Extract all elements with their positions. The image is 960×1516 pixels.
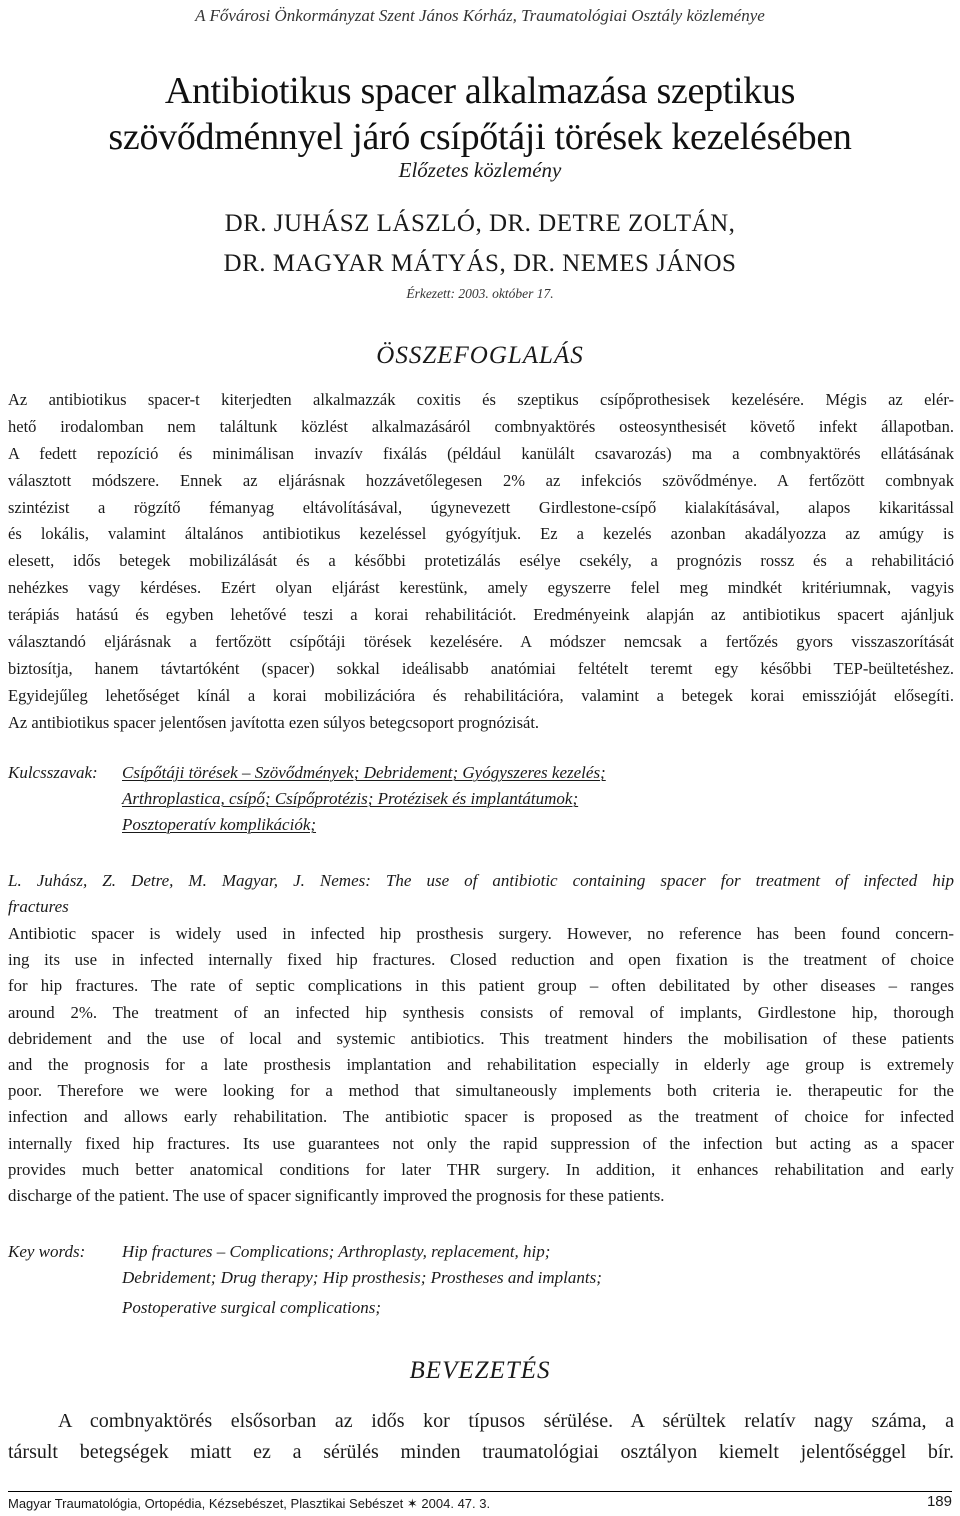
summary-line: és lokális, valamint általános antibiotikus kezeléssel gyógyítjuk. Ez a kezelés azonban akadályozza az amúgy is [8,524,954,544]
summary-line: nehézkes vagy kérdéses. Ezért olyan eljárást kerestünk, amely egyszerre felel meg mindkét kritériumnak, vagyis [8,578,954,598]
summary-line: terápiás hatású és egyben lehetővé teszi a korai rehabilitációt. Eredményeink alapján az antibiotikus spacert ajánljuk [8,605,954,625]
summary-line: biztosítja, hanem távtartóként (spacer) sokkal ideálisabb anatómiai feltételt teremt egy későbbi TEP-beültetéshez. [8,658,954,678]
summary-line: választott módszere. Ennek az eljárásnak hozzávetőlegesen 2% az infekciós szövődménye. A fertőzött combnyak [8,470,954,490]
abstract-en-line: internally fixed hip fractures. Its use guarantees not only the rapid suppression of the infection but acting as a spacer [8,1133,954,1153]
intro-line: társult betegségek miatt ez a sérülés minden traumatológiai osztályon kiemelt jelentőséggel bír. [8,1441,954,1463]
article-subtitle: Előzetes közlemény [398,158,562,182]
intro-paragraph [8,1406,954,1468]
abstract-en-paragraph [8,921,954,1209]
abstract-en-line: poor. Therefore we were looking for a method that simultaneously implements both criteria ie. therapeutic for the [8,1081,954,1101]
journal-header-note: A Fővárosi Önkormányzat Szent János Kórház, Traumatológiai Osztály közleménye [195,6,765,25]
star-icon: ✶ [406,1496,418,1511]
article-title [0,68,960,160]
intro-line: A combnyaktörés elsősorban az idős kor típusos sérülése. A sérültek relatív nagy száma, a [58,1410,954,1432]
page-number: 189 [926,1493,952,1510]
summary-line: Az antibiotikus spacer jelentősen javította ezen súlyos betegcsoport prognózisát. [8,712,540,732]
keywords-hu-line: Csípőtáji törések – Szövődmények; Debridement; Gyógyszeres kezelés; [122,763,606,782]
abstract-en-line: for hip fractures. The rate of septic complications in this patient group – often debilitated by other diseases – ranges [8,976,954,996]
abstract-en-line: Antibiotic spacer is widely used in infected hip prosthesis surgery. However, no reference has been found concern- [8,924,954,943]
summary-line: szintézist a rögzítő fémanyag eltávolításával, úgynevezett Girdlestone-csípő kialakításával, alapos kikaritással [8,497,954,517]
abstract-en-line: ing its use in infected internally fixed hip fractures. Closed reduction and open fixation is the treatment of choice [8,950,954,970]
abstract-en-line: around 2%. The treatment of an infected hip synthesis consists of removal of implants, Girdlestone hip, thorough [8,1002,954,1022]
abstract-en-line: infection and allows early rehabilitation. The antibiotic spacer is proposed as the treatment of choice for infected [8,1107,954,1127]
received-date: Érkezett: 2003. október 17. [406,286,554,301]
keywords-hu-label: Kulcsszavak: [8,763,98,782]
abstract-en-line: and the prognosis for a late prosthesis implantation and rehabilitation especially in elderly age group is extremely [8,1054,954,1074]
footer-divider [8,1491,952,1492]
summary-line: hető irodalomban nem találtunk közlést alkalmazásáról combnyaktörés osteosynthesisét követő infekt állapotban. [8,416,954,436]
english-title-line: L. Juhász, Z. Detre, M. Magyar, J. Nemes: The use of antibiotic containing spacer for treatment of infected hip [8,871,954,890]
abstract-en-line: discharge of the patient. The use of spacer significantly improved the prognosis for these patients. [8,1185,665,1205]
keywords-en-label: Key words: [8,1242,86,1261]
keywords-en-line: Hip fractures – Complications; Arthroplasty, replacement, hip; [122,1242,551,1261]
abstract-en-line: provides much better anatomical conditions for later THR surgery. In addition, it enhances rehabilitation and early [8,1159,954,1179]
summary-line: Az antibiotikus spacer-t kiterjedten alkalmazzák coxitis és szeptikus csípőprothesisek kezelésére. Mégis az elér- [8,390,954,409]
summary-line: Egyidejűleg lehetőséget kínál a korai mobilizációra és rehabilitációra, valamint a betegek korai emisszióját elősegíti. [8,685,954,705]
keywords-en-line: Postoperative surgical complications; [122,1298,382,1317]
keywords-hu-line: Arthroplastica, csípő; Csípőprotézis; Protézisek és implantátumok; [122,789,579,808]
footer-issue: 2004. 47. 3. [421,1496,491,1511]
abstract-en-line: debridement and the use of local and systemic antibiotics. This treatment hinders the mobilisation of these patients [8,1028,954,1048]
title-line: Antibiotikus spacer alkalmazása szeptikus [164,70,796,112]
english-title [8,868,954,920]
footer-journal: Magyar Traumatológia, Ortopédia, Kézsebészet, Plasztikai Sebészet [8,1496,404,1511]
summary-paragraph [8,387,954,737]
intro-heading: BEVEZETÉS [409,1357,551,1384]
author-line: DR. JUHÁSZ LÁSZLÓ, DR. DETRE ZOLTÁN, [224,210,736,237]
author-list [0,204,960,284]
author-line: DR. MAGYAR MÁTYÁS, DR. NEMES JÁNOS [223,250,737,277]
summary-line: A fedett repozíció és minimálisan invazív fixálás (például kanülált csavarozás) ma a combnyaktörés ellátásának [8,443,954,463]
summary-line: választandó eljárásnak a fertőzött csípőtáji törések kezelésére. A módszer nemcsak a fertőzés gyors visszaszorítását [8,632,954,652]
keywords-hu-line: Posztoperatív komplikációk; [122,815,317,834]
summary-line: elesett, idős betegek mobilizálását és a későbbi protetizálás esélye csekély, a prognózis rossz és a rehabilitáció [8,551,954,571]
footer-citation [8,1496,490,1512]
english-title-line: fractures [8,897,69,916]
summary-heading: ÖSSZEFOGLALÁS [376,342,584,369]
title-line: szövődménnyel járó csípőtáji törések kezelésében [108,116,852,158]
keywords-en-line: Debridement; Drug therapy; Hip prosthesis; Prostheses and implants; [122,1268,602,1287]
